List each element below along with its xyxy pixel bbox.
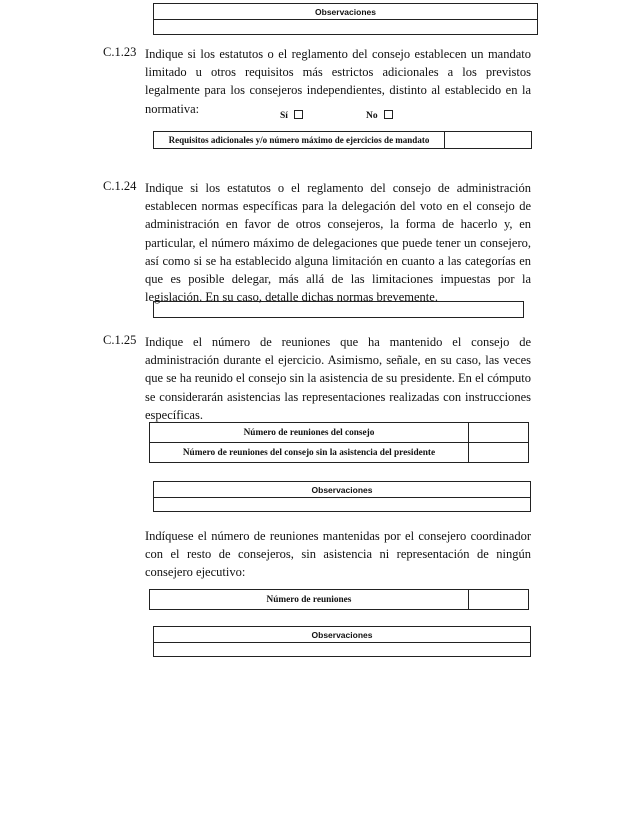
reuniones-consejo-value[interactable] — [469, 423, 529, 443]
section-text-c124: Indique si los estatutos o el reglamento del consejo de administración establecen normas específicas para la delegación del voto en el consejo de administración en favor de otros consejeros, la forma de hacerlo y, en particular, el número máximo de delegaciones que puede tener un consejero, así como si se ha establecido alguna limitación en cuanto a las categorías en que es posible delegar, más allá de las limitaciones impuestas por la legislación. En su caso, detalle dichas normas brevemente. — [145, 181, 531, 305]
reuniones-sin-presidente-label: Número de reuniones del consejo sin la asistencia del presidente — [150, 443, 469, 463]
table-row — [150, 423, 529, 443]
observaciones-field[interactable] — [154, 20, 538, 35]
section-text-c123: Indique si los estatutos o el reglamento del consejo establecen un mandato limitado u otros requisitos más estrictos adicionales a los previstos legalmente para los consejeros independientes, distinto al establecido en la normativa: — [145, 47, 531, 116]
no-checkbox[interactable] — [384, 110, 393, 119]
observaciones-table-3 — [153, 626, 531, 657]
requisitos-table — [153, 131, 532, 149]
requisitos-label: Requisitos adicionales y/o número máximo de ejercicios de mandato — [154, 132, 445, 149]
section-text-c125: Indique el número de reuniones que ha mantenido el consejo de administración durante el ejercicio. Asimismo, señale, en su caso, las veces que se ha reunido el consejo sin la asistencia de su presidente. En el cómputo se considerarán asistencias las representaciones realizadas con instrucciones específicas. — [145, 335, 531, 422]
observaciones-table-2 — [153, 481, 531, 512]
normas-table — [153, 301, 524, 318]
no-label: No — [366, 111, 378, 121]
observaciones-field[interactable] — [154, 498, 531, 512]
reuniones-table — [149, 422, 529, 463]
normas-field[interactable] — [154, 302, 524, 318]
yes-label: Sí — [280, 111, 288, 121]
yes-option[interactable] — [280, 110, 303, 121]
coordinador-reuniones-label: Número de reuniones — [150, 590, 469, 610]
coordinador-reuniones-value[interactable] — [469, 590, 529, 610]
observaciones-field[interactable] — [154, 643, 531, 657]
coordinator-text: Indíquese el número de reuniones mantenidas por el consejero coordinador con el resto de consejeros, sin asistencia ni representación de ningún consejero ejecutivo: — [145, 529, 531, 580]
requisitos-value[interactable] — [445, 132, 532, 149]
section-number-c123: C.1.23 — [103, 45, 137, 59]
observaciones-table-top — [153, 3, 538, 35]
section-number-c124: C.1.24 — [103, 179, 137, 193]
observaciones-header: Observaciones — [154, 482, 531, 498]
observaciones-header: Observaciones — [154, 4, 538, 20]
section-number-c125: C.1.25 — [103, 333, 137, 347]
yes-checkbox[interactable] — [294, 110, 303, 119]
reuniones-consejo-label: Número de reuniones del consejo — [150, 423, 469, 443]
table-row — [150, 443, 529, 463]
no-option[interactable] — [366, 110, 393, 121]
reuniones-sin-presidente-value[interactable] — [469, 443, 529, 463]
observaciones-header: Observaciones — [154, 627, 531, 643]
coordinador-table — [149, 589, 529, 610]
